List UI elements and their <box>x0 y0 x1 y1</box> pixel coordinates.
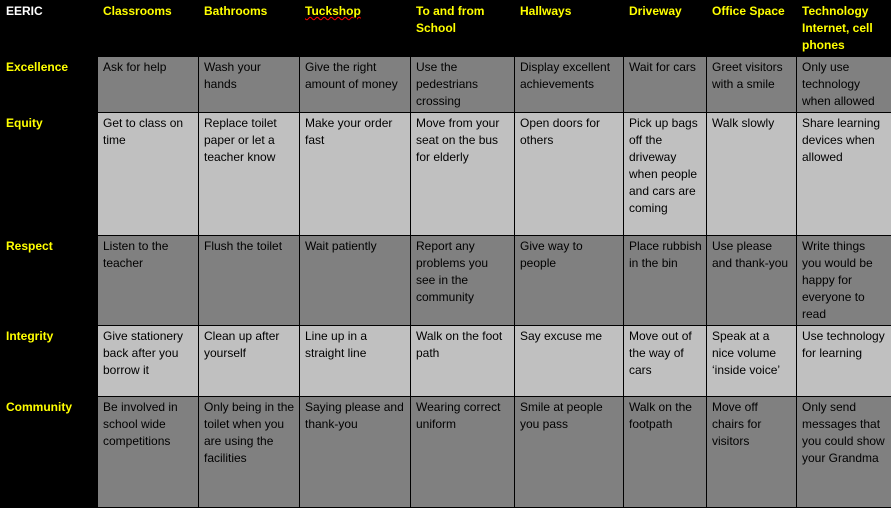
table-cell: Share learning devices when allowed <box>797 113 891 236</box>
column-header-hallways: Hallways <box>515 1 624 57</box>
column-header-driveway: Driveway <box>624 1 707 57</box>
table-row-excellence <box>1 57 891 113</box>
table-cell: Move out of the way of cars <box>624 326 707 397</box>
table-cell: Say excuse me <box>515 326 624 397</box>
table-cell: Pick up bags off the driveway when people and cars are coming <box>624 113 707 236</box>
header-row <box>1 1 891 57</box>
row-header-integrity: Integrity <box>1 326 98 397</box>
table-cell: Display excellent achievements <box>515 57 624 113</box>
table-cell: Replace toilet paper or let a teacher know <box>199 113 300 236</box>
table-cell: Saying please and thank-you <box>300 397 411 508</box>
column-header-to-and-from-school: To and from School <box>411 1 515 57</box>
table-row-integrity <box>1 326 891 397</box>
column-header-technology: Technology Internet, cell phones <box>797 1 891 57</box>
column-header-office-space: Office Space <box>707 1 797 57</box>
row-header-equity: Equity <box>1 113 98 236</box>
table-cell: Wait for cars <box>624 57 707 113</box>
column-header-classrooms: Classrooms <box>98 1 199 57</box>
table-cell: Get to class on time <box>98 113 199 236</box>
table-cell: Give way to people <box>515 236 624 326</box>
table-row-respect <box>1 236 891 326</box>
table-cell: Clean up after yourself <box>199 326 300 397</box>
column-header-tuckshop <box>300 1 411 57</box>
table-row-equity <box>1 113 891 236</box>
table-cell: Write things you would be happy for everyone to read <box>797 236 891 326</box>
column-header-tuckshop-text: Tuckshop <box>305 4 361 18</box>
table-cell: Report any problems you see in the community <box>411 236 515 326</box>
table-cell: Open doors for others <box>515 113 624 236</box>
table-cell: Walk on the footpath <box>624 397 707 508</box>
table-cell: Give the right amount of money <box>300 57 411 113</box>
table-cell: Wearing correct uniform <box>411 397 515 508</box>
table-cell: Walk slowly <box>707 113 797 236</box>
row-header-community: Community <box>1 397 98 508</box>
table-cell: Walk on the foot path <box>411 326 515 397</box>
table-cell: Smile at people you pass <box>515 397 624 508</box>
table-cell: Use technology for learning <box>797 326 891 397</box>
table-cell: Wait patiently <box>300 236 411 326</box>
table-row-community <box>1 397 891 508</box>
table-cell: Only use technology when allowed <box>797 57 891 113</box>
table-cell: Move from your seat on the bus for elderly <box>411 113 515 236</box>
table-cell: Line up in a straight line <box>300 326 411 397</box>
row-header-excellence: Excellence <box>1 57 98 113</box>
column-header-bathrooms: Bathrooms <box>199 1 300 57</box>
table-cell: Use the pedestrians crossing <box>411 57 515 113</box>
table-cell: Flush the toilet <box>199 236 300 326</box>
table-cell: Ask for help <box>98 57 199 113</box>
table-cell: Only send messages that you could show your Grandma <box>797 397 891 508</box>
table-cell: Be involved in school wide competitions <box>98 397 199 508</box>
row-header-respect: Respect <box>1 236 98 326</box>
table-cell: Only being in the toilet when you are using the facilities <box>199 397 300 508</box>
table-cell: Move off chairs for visitors <box>707 397 797 508</box>
corner-label: EERIC <box>1 1 98 57</box>
table-cell: Greet visitors with a smile <box>707 57 797 113</box>
table-cell: Speak at a nice volume ‘inside voice’ <box>707 326 797 397</box>
table-cell: Make your order fast <box>300 113 411 236</box>
table-cell: Give stationery back after you borrow it <box>98 326 199 397</box>
table-cell: Place rubbish in the bin <box>624 236 707 326</box>
table-cell: Wash your hands <box>199 57 300 113</box>
table-cell: Listen to the teacher <box>98 236 199 326</box>
table-cell: Use please and thank-you <box>707 236 797 326</box>
